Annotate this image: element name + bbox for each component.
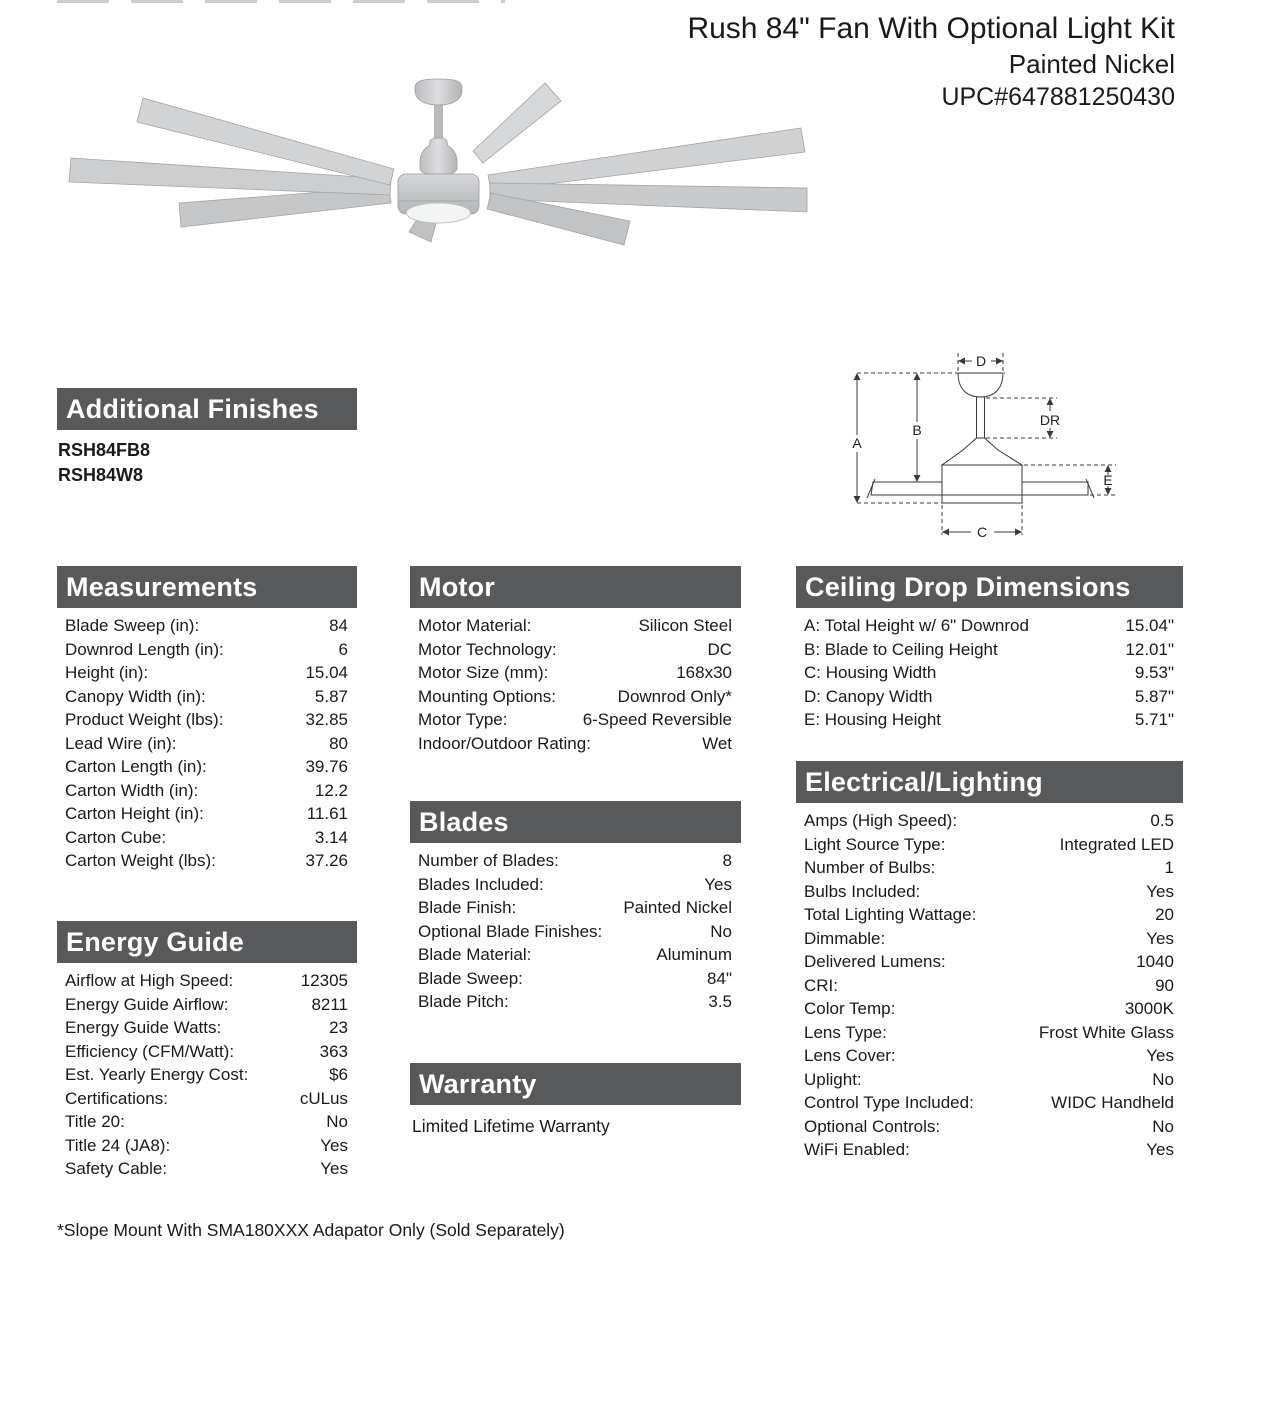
spec-row (65, 732, 348, 756)
spec-row (65, 661, 348, 685)
spec-row (804, 1068, 1174, 1092)
spec-row (418, 638, 732, 662)
row-label: Energy Guide Watts: (65, 1018, 222, 1037)
row-label: Color Temp: (804, 999, 896, 1018)
row-value: Yes (320, 1159, 348, 1178)
row-label: C: Housing Width (804, 663, 937, 682)
row-value: Yes (704, 874, 732, 894)
ceiling-drop-rows (796, 608, 1183, 732)
row-value: 20 (1155, 905, 1174, 924)
blades-rows (410, 843, 741, 1014)
row-label: Optional Controls: (804, 1116, 941, 1136)
spec-row (418, 708, 732, 732)
product-finish: Painted Nickel (1008, 49, 1175, 79)
row-value: 168x30 (676, 663, 732, 682)
row-value: 12.2 (314, 780, 348, 800)
row-label: Motor Technology: (418, 639, 557, 659)
motor-rows (410, 608, 741, 755)
spec-row (65, 614, 348, 638)
fan-product-image (55, 62, 825, 277)
spec-row (804, 614, 1174, 638)
dim-label-dr: DR (1039, 412, 1061, 428)
row-value: 6-Speed Reversible (582, 710, 732, 729)
spec-row (804, 856, 1174, 880)
row-label: Lens Type: (804, 1022, 887, 1042)
additional-finishes-section (57, 388, 357, 488)
row-label: Total Lighting Wattage: (804, 905, 977, 924)
spec-row (65, 993, 348, 1017)
dim-label-d: D (975, 353, 987, 369)
row-value: 11.61 (306, 804, 348, 823)
blades-header: Blades (410, 801, 741, 843)
row-label: Canopy Width (in): (65, 686, 206, 706)
energy-guide-header: Energy Guide (57, 921, 357, 963)
row-value: Yes (1146, 1046, 1174, 1065)
spec-row (418, 732, 732, 756)
spec-row (804, 685, 1174, 709)
measurements-rows (57, 608, 357, 873)
spec-row (804, 997, 1174, 1021)
spec-row (65, 1040, 348, 1064)
row-label: Title 24 (JA8): (65, 1135, 171, 1155)
row-value: 3000K (1124, 999, 1174, 1018)
row-label: Motor Size (mm): (418, 663, 549, 682)
row-value: WIDC Handheld (1051, 1093, 1174, 1112)
spec-row (418, 661, 732, 685)
row-label: Carton Cube: (65, 827, 167, 847)
row-value: 84 (329, 616, 348, 635)
row-value: No (710, 921, 732, 941)
dim-label-e: E (1103, 472, 1113, 488)
row-label: Uplight: (804, 1069, 862, 1089)
motor-header: Motor (410, 566, 741, 608)
row-label: Safety Cable: (65, 1159, 168, 1178)
spec-row (804, 880, 1174, 904)
spec-row (804, 708, 1174, 732)
row-value: Aluminum (656, 945, 732, 964)
electrical-header: Electrical/Lighting (796, 761, 1183, 803)
row-label: Carton Height (in): (65, 804, 204, 823)
spec-row (418, 873, 732, 897)
row-value: No (326, 1112, 348, 1131)
spec-row (418, 614, 732, 638)
spec-row (65, 802, 348, 826)
row-value: 23 (329, 1018, 348, 1037)
row-value: 37.26 (305, 851, 348, 870)
spec-row (418, 849, 732, 873)
row-label: Efficiency (CFM/Watt): (65, 1041, 235, 1061)
spec-row (418, 990, 732, 1014)
measurements-header: Measurements (57, 566, 357, 608)
row-label: Lead Wire (in): (65, 733, 177, 753)
ceiling-drop-section (796, 566, 1183, 732)
spec-row (65, 1063, 348, 1087)
additional-finishes-list (57, 430, 357, 488)
row-value: Silicon Steel (638, 616, 732, 635)
warranty-section (410, 1063, 741, 1137)
row-label: Carton Width (in): (65, 780, 199, 800)
row-label: Blades Included: (418, 874, 544, 894)
dim-label-c: C (976, 524, 988, 540)
row-value: 1 (1164, 858, 1174, 877)
row-label: B: Blade to Ceiling Height (804, 639, 998, 659)
electrical-section (796, 761, 1183, 1162)
row-value: 32.85 (305, 710, 348, 729)
spec-row (804, 809, 1174, 833)
row-label: Indoor/Outdoor Rating: (418, 733, 591, 753)
spec-row (65, 826, 348, 850)
row-label: Light Source Type: (804, 834, 946, 854)
product-upc: UPC#647881250430 (941, 83, 1175, 111)
energy-guide-section (57, 921, 357, 1181)
spec-row (65, 755, 348, 779)
row-label: Energy Guide Airflow: (65, 994, 229, 1014)
row-label: WiFi Enabled: (804, 1140, 910, 1159)
row-label: D: Canopy Width (804, 686, 933, 706)
spec-row (65, 1087, 348, 1111)
row-value: Frost White Glass (1038, 1022, 1174, 1042)
row-label: Blade Sweep: (418, 968, 523, 988)
row-value: 12305 (300, 971, 348, 990)
row-label: Optional Blade Finishes: (418, 921, 603, 941)
spec-row (65, 1157, 348, 1181)
spec-row (65, 1110, 348, 1134)
row-value: Yes (1146, 881, 1174, 901)
warranty-note: Limited Lifetime Warranty (412, 1116, 610, 1136)
row-value: No (1152, 1069, 1174, 1089)
clipped-top-text (57, 0, 505, 3)
row-label: Airflow at High Speed: (65, 971, 234, 990)
spec-row (418, 685, 732, 709)
row-value: 9.53" (1134, 663, 1174, 682)
measurements-section (57, 566, 357, 873)
row-label: Height (in): (65, 663, 149, 682)
additional-finishes-header: Additional Finishes (57, 388, 357, 430)
row-value: Yes (1146, 1140, 1174, 1159)
spec-row (804, 1115, 1174, 1139)
warranty-header: Warranty (410, 1063, 741, 1105)
row-label: Carton Length (in): (65, 757, 207, 776)
row-value: 39.76 (305, 757, 348, 776)
row-label: Est. Yearly Energy Cost: (65, 1065, 249, 1084)
fan-downrod (435, 105, 443, 142)
row-value: 5.87" (1134, 686, 1174, 706)
spec-row (65, 779, 348, 803)
row-value: $6 (329, 1065, 348, 1084)
finish-item: RSH84W8 (58, 465, 144, 485)
row-value: No (1152, 1116, 1174, 1136)
row-value: 363 (319, 1041, 348, 1061)
motor-section (410, 566, 741, 755)
ceiling-drop-header: Ceiling Drop Dimensions (796, 566, 1183, 608)
row-label: Blade Material: (418, 945, 532, 964)
row-value: cULus (299, 1088, 348, 1108)
spec-row (418, 943, 732, 967)
spec-row (418, 896, 732, 920)
spec-row (65, 685, 348, 709)
row-label: Title 20: (65, 1112, 125, 1131)
row-label: Number of Bulbs: (804, 858, 936, 877)
row-value: 3.5 (708, 992, 732, 1011)
row-value: 6 (338, 639, 348, 659)
spec-row (804, 1021, 1174, 1045)
dim-label-a: A (852, 435, 862, 451)
spec-row (804, 1044, 1174, 1068)
fan-canopy (415, 79, 462, 105)
dimension-diagram (845, 349, 1135, 549)
spec-row (418, 967, 732, 991)
row-value: 12.01" (1125, 639, 1174, 659)
row-label: Product Weight (lbs): (65, 710, 224, 729)
row-label: Control Type Included: (804, 1093, 974, 1112)
dim-label-b: B (912, 422, 922, 438)
electrical-rows (796, 803, 1183, 1162)
row-value: Yes (320, 1135, 348, 1155)
row-label: Delivered Lumens: (804, 952, 946, 971)
spec-row (65, 1134, 348, 1158)
row-value: 90 (1155, 975, 1174, 995)
row-value: Yes (1146, 928, 1174, 948)
row-value: 15.04 (305, 663, 348, 682)
row-label: Dimmable: (804, 928, 886, 948)
spec-row (804, 1091, 1174, 1115)
row-value: Downrod Only* (617, 686, 732, 706)
row-label: CRI: (804, 975, 838, 995)
row-value: 5.87 (314, 686, 348, 706)
row-value: 3.14 (314, 827, 348, 847)
spec-row (804, 974, 1174, 998)
row-value: 15.04" (1125, 616, 1174, 635)
row-label: Carton Weight (lbs): (65, 851, 216, 870)
spec-row (65, 708, 348, 732)
row-label: Bulbs Included: (804, 881, 921, 901)
row-value: Painted Nickel (623, 898, 732, 917)
spec-row (804, 950, 1174, 974)
blades-section (410, 801, 741, 1014)
row-value: 84" (707, 968, 732, 988)
spec-row (418, 920, 732, 944)
row-value: Integrated LED (1059, 834, 1174, 854)
row-label: Amps (High Speed): (804, 811, 958, 830)
row-value: 8211 (311, 994, 348, 1014)
row-value: DC (707, 639, 732, 659)
spec-row (804, 661, 1174, 685)
row-value: 1040 (1136, 952, 1174, 971)
spec-row (65, 849, 348, 873)
row-label: Lens Cover: (804, 1046, 896, 1065)
spec-row (65, 969, 348, 993)
row-label: Blade Finish: (418, 898, 517, 917)
row-label: Motor Type: (418, 710, 508, 729)
spec-row (804, 927, 1174, 951)
fan-light-lens (407, 203, 471, 223)
row-value: 8 (722, 851, 732, 870)
spec-row (804, 833, 1174, 857)
row-label: Motor Material: (418, 616, 532, 635)
row-label: Number of Blades: (418, 851, 559, 870)
spec-row (65, 638, 348, 662)
footnote: *Slope Mount With SMA180XXX Adapator Only (Sold Separately) (57, 1220, 565, 1240)
product-title: Rush 84" Fan With Optional Light Kit (687, 12, 1175, 45)
row-label: Mounting Options: (418, 686, 556, 706)
row-label: Certifications: (65, 1088, 168, 1108)
row-value: 80 (329, 733, 348, 753)
row-label: Downrod Length (in): (65, 639, 224, 659)
row-value: 5.71" (1134, 710, 1174, 729)
row-label: E: Housing Height (804, 710, 942, 729)
row-label: Blade Sweep (in): (65, 616, 200, 635)
spec-row (804, 903, 1174, 927)
row-value: 0.5 (1150, 811, 1174, 830)
spec-row (804, 638, 1174, 662)
spec-row (804, 1138, 1174, 1162)
row-value: Wet (702, 733, 732, 753)
energy-guide-rows (57, 963, 357, 1181)
finish-item: RSH84FB8 (58, 440, 151, 460)
spec-row (65, 1016, 348, 1040)
row-label: Blade Pitch: (418, 992, 509, 1011)
row-label: A: Total Height w/ 6" Downrod (804, 616, 1029, 635)
